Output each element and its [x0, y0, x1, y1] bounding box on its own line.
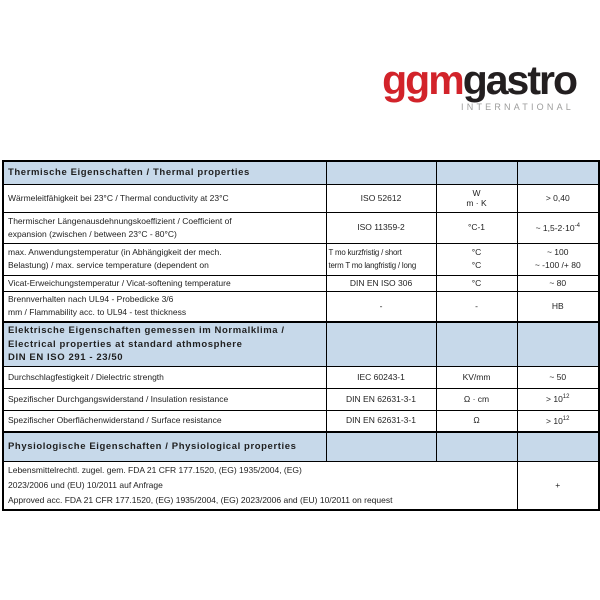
unit-text: KV/mm [462, 371, 491, 382]
unit-cell [436, 275, 517, 291]
standard-text: - [379, 300, 383, 311]
property-label-cell [3, 212, 326, 243]
section-title-physiological: Physiologische Eigenschaften / Physiological properties [3, 432, 326, 461]
table-row-expansion-coefficient [3, 212, 599, 243]
standard-text: ISO 11359-2 [357, 222, 405, 232]
value-cell [517, 410, 599, 432]
unit-text: Ω · cm [463, 393, 490, 404]
standard-text: ISO 52612 [360, 192, 402, 203]
unit-text: °C [471, 277, 482, 288]
standard-text: DIN EN 62631-3-1 [346, 393, 416, 404]
standard-cell [326, 366, 436, 388]
value-exponent: 12 [562, 394, 570, 401]
property-label: Lebensmittelrechtl. zugel. gem. FDA 21 CFR 177.1520, (EG) 1935/2004, (EG) [8, 464, 302, 475]
value-cell [517, 461, 599, 510]
table-row-service-temperature [3, 243, 599, 275]
unit-cell [436, 291, 517, 322]
section-header-thermal [3, 161, 599, 184]
standard-cell [326, 388, 436, 410]
value-cell [517, 388, 599, 410]
unit-cell [436, 212, 517, 243]
standard-cell [326, 212, 436, 243]
value-text: > 0,40 [545, 192, 570, 203]
property-label-cell [3, 291, 326, 322]
standard-text: T mo kurzfristig / short [328, 248, 402, 257]
property-label: Spezifischer Durchgangswiderstand / Insulation resistance [8, 393, 229, 404]
table-row-surface-resistance [3, 410, 599, 432]
table-row-insulation-resistance [3, 388, 599, 410]
unit-text: W [472, 188, 481, 198]
standard-cell [326, 410, 436, 432]
property-label-cell [3, 184, 326, 212]
property-label: max. Anwendungstemperatur (in Abhängigkeit der mech. [8, 247, 222, 257]
standard-cell [326, 275, 436, 291]
value-cell [517, 291, 599, 322]
section-title-electrical [3, 322, 326, 366]
section-header-empty-cell [326, 432, 436, 461]
value-cell [517, 366, 599, 388]
property-label: Spezifischer Oberflächenwiderstand / Surface resistance [8, 415, 222, 426]
value-text: > 10 [546, 394, 563, 404]
unit-text: °C [471, 260, 482, 270]
logo-ggm: ggm [382, 57, 463, 103]
value-text: ~ 1,5-2·10 [535, 222, 575, 233]
property-label: Wärmeleitfähigkeit bei 23°C / Thermal conductivity at 23°C [8, 192, 229, 203]
value-cell [517, 275, 599, 291]
properties-table [2, 160, 600, 511]
unit-text: °C [471, 247, 482, 257]
value-text: ~ 50 [549, 371, 567, 382]
section-title-thermal: Thermische Eigenschaften / Thermal properties [3, 161, 326, 184]
table-row-thermal-conductivity [3, 184, 599, 212]
property-label-cell [3, 410, 326, 432]
section-header-electrical [3, 322, 599, 366]
unit-text: Ω [473, 415, 480, 426]
value-cell [517, 212, 599, 243]
property-label: mm / Flammability acc. to UL94 - test thickness [8, 307, 187, 318]
unit-text: °C-1 [467, 222, 486, 232]
section-title-line: Elektrische Eigenschaften gemessen im Normalklima / [8, 325, 285, 336]
standard-text: DIN EN ISO 306 [349, 277, 413, 288]
property-label: Thermischer Längenausdehnungskoeffizient / Coefficient of [8, 215, 232, 226]
logo-subtitle: INTERNATIONAL [461, 102, 574, 112]
table-row-vicat-temperature [3, 275, 599, 291]
value-exponent: 12 [562, 415, 570, 422]
table-row-dielectric-strength [3, 366, 599, 388]
section-header-empty-cell [517, 161, 599, 184]
unit-cell [436, 184, 517, 212]
property-label-cell [3, 275, 326, 291]
section-header-empty-cell [436, 432, 517, 461]
value-text: + [555, 479, 561, 490]
property-label-cell [3, 243, 326, 275]
property-label-cell [3, 388, 326, 410]
section-title-line: Electrical properties at standard athmosphere [8, 338, 243, 350]
section-header-physiological [3, 432, 599, 461]
section-header-empty-cell [517, 432, 599, 461]
unit-text: m · K [466, 198, 487, 208]
standard-text: DIN EN 62631-3-1 [346, 415, 416, 426]
standard-cell [326, 243, 436, 275]
value-text: ~ 100 [546, 247, 569, 257]
property-label: Brennverhalten nach UL94 - Probedicke 3/6 [8, 294, 174, 305]
table-row-food-approval [3, 461, 599, 510]
section-header-empty-cell [517, 322, 599, 366]
logo-wordmark [382, 57, 576, 103]
unit-text: - [475, 300, 478, 311]
value-text: ~ -100 /+ 80 [534, 260, 581, 270]
value-cell [517, 184, 599, 212]
value-exponent: -4 [574, 222, 580, 229]
property-label-cell [3, 461, 517, 510]
property-label: 2023/2006 und (EU) 10/2011 auf Anfrage [8, 479, 163, 490]
value-text: HB [551, 300, 564, 311]
standard-cell [326, 291, 436, 322]
value-text: > 10 [546, 415, 563, 426]
property-label: Belastung) / max. service temperature (dependent on [8, 260, 209, 270]
section-header-empty-cell [326, 322, 436, 366]
property-label: expansion (zwischen / between 23°C - 80°C) [8, 228, 177, 239]
ggm-gastro-logo [382, 57, 576, 112]
section-header-empty-cell [436, 161, 517, 184]
unit-cell [436, 410, 517, 432]
section-header-empty-cell [436, 322, 517, 366]
value-cell [517, 243, 599, 275]
property-label-cell [3, 366, 326, 388]
unit-cell [436, 388, 517, 410]
standard-cell [326, 184, 436, 212]
standard-text: IEC 60243-1 [357, 371, 405, 382]
section-header-empty-cell [326, 161, 436, 184]
property-label: Vicat-Erweichungstemperatur / Vicat-softening temperature [8, 277, 231, 288]
logo-gastro: gastro [462, 57, 576, 103]
unit-cell [436, 243, 517, 275]
property-label: Approved acc. FDA 21 CFR 177.1520, (EG) 1935/2004, (EG) 2023/2006 and (EU) 10/2011 on request [8, 494, 393, 505]
property-label: Durchschlagfestigkeit / Dielectric strength [8, 371, 164, 382]
unit-cell [436, 366, 517, 388]
section-title-line: DIN EN ISO 291 - 23/50 [8, 352, 124, 363]
standard-text: term T mo langfristig / long [328, 261, 417, 270]
value-text: ~ 80 [549, 277, 567, 288]
table-row-flammability [3, 291, 599, 322]
